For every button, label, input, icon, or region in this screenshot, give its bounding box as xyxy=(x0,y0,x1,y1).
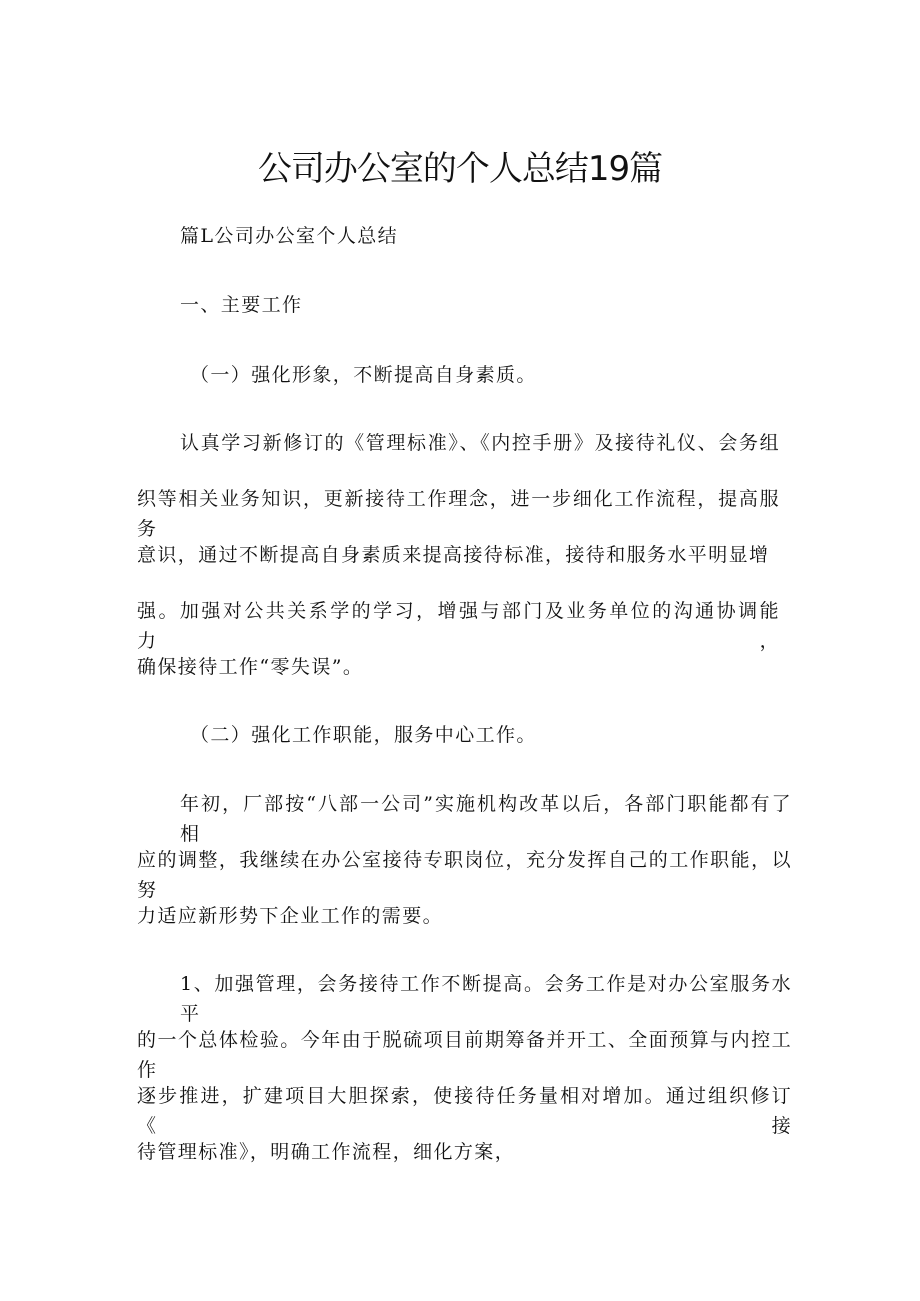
paragraph-line: 确保接待工作“零失误”。 xyxy=(137,656,364,678)
paragraph-line: 1、加强管理，会务接待工作不断提高。会务工作是对办公室服务水平 xyxy=(180,973,792,1025)
heading-strengthen-image: （一）强化形象，不断提高自身素质。 xyxy=(190,364,537,386)
paragraph-line: 的一个总体检验。今年由于脱硫项目前期筹备并开工、全面预算与内控工作 xyxy=(137,1029,792,1081)
paragraph-line: 待管理标准》，明确工作流程，细化方案， xyxy=(137,1141,516,1163)
paragraph-line: 织等相关业务知识，更新接待工作理念，进一步细化工作流程，提高服务 xyxy=(137,488,780,540)
heading-main-work: 一、主要工作 xyxy=(180,294,303,316)
document-title: 公司办公室的个人总结19篇 xyxy=(257,149,663,189)
paragraph-line: 逐步推进，扩建项目大胆探索，使接待任务量相对增加。通过组织修订《接 xyxy=(137,1085,792,1137)
paragraph-line: 强。加强对公共关系学的学习，增强与部门及业务单位的沟通协调能力， xyxy=(137,600,780,652)
paragraph-line: 意识，通过不断提高自身素质来提高接待标准，接待和服务水平明显增 xyxy=(137,544,770,566)
paragraph-line: 年初，厂部按“八部一公司”实施机构改革以后，各部门职能都有了相 xyxy=(180,793,792,845)
paragraph-line: 力适应新形势下企业工作的需要。 xyxy=(137,905,444,927)
heading-strengthen-function: （二）强化工作职能，服务中心工作。 xyxy=(190,724,537,746)
paragraph-line: 应的调整，我继续在办公室接待专职岗位，充分发挥自己的工作职能，以努 xyxy=(137,849,792,901)
paragraph-line: 认真学习新修订的《管理标准》、《内控手册》及接待礼仪、会务组 xyxy=(180,432,780,454)
section-subtitle: 篇L公司办公室个人总结 xyxy=(180,225,399,247)
